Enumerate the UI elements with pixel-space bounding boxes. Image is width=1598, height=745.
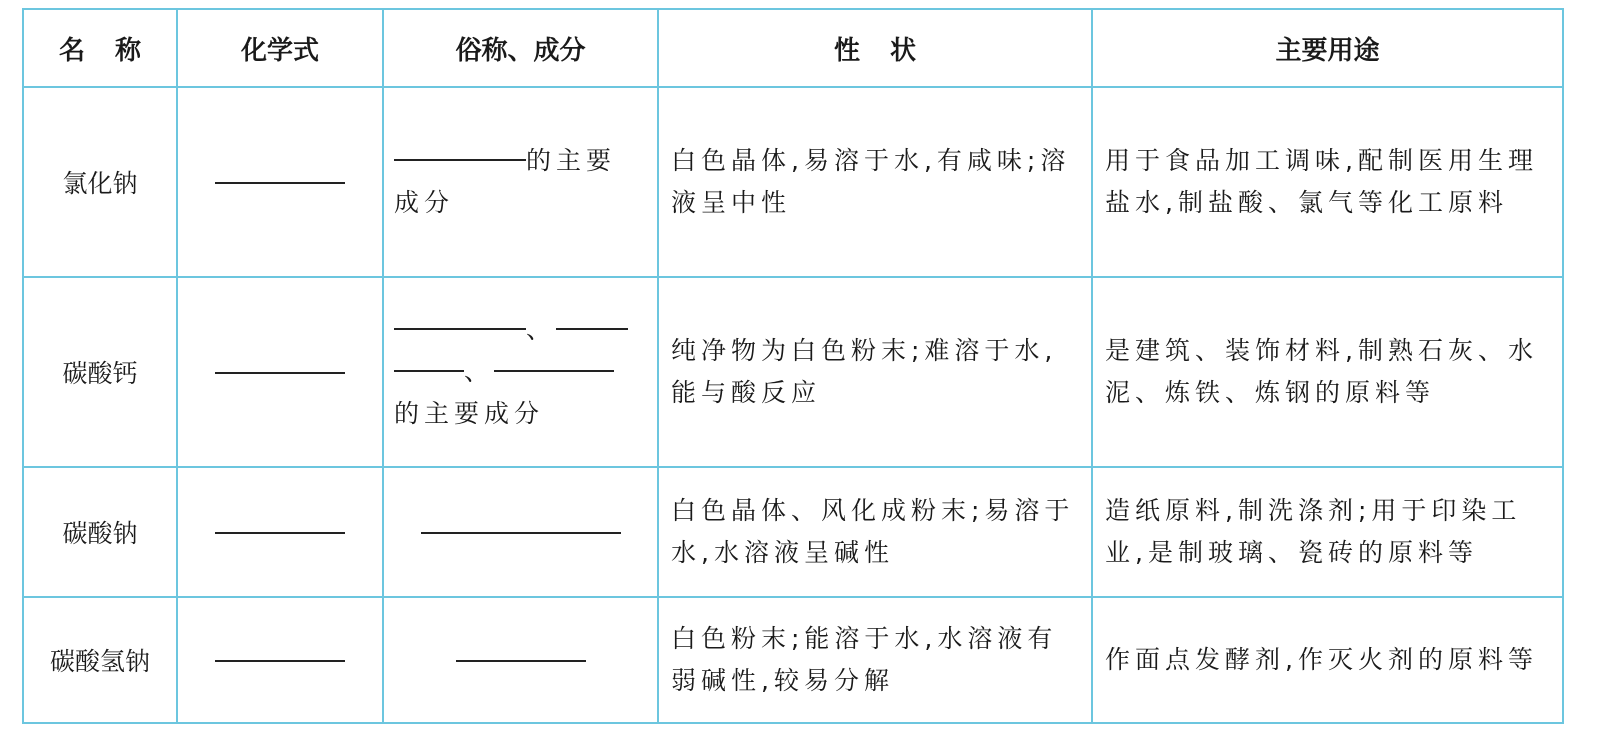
common-name-blank[interactable]: [383, 597, 658, 723]
table-row: [23, 277, 1563, 467]
properties-cell: 白色晶体、风化成粉末;易溶于水,水溶液呈碱性: [658, 467, 1092, 597]
common-name-blank-3[interactable]: [494, 370, 614, 372]
salts-table: [22, 8, 1564, 724]
table-row: [23, 597, 1563, 723]
separator: 、: [464, 357, 495, 386]
common-name-blank[interactable]: [383, 467, 658, 597]
row-name: 碳酸钙: [23, 277, 177, 467]
header-row: [23, 9, 1563, 87]
row-name: 碳酸氢钠: [23, 597, 177, 723]
common-name-cell: [383, 87, 658, 277]
uses-cell: 造纸原料,制洗涤剂;用于印染工业,是制玻璃、瓷砖的原料等: [1092, 467, 1563, 597]
chemistry-salts-table-container: [22, 8, 1562, 720]
uses-cell: 是建筑、装饰材料,制熟石灰、水泥、炼铁、炼钢的原料等: [1092, 277, 1563, 467]
common-name-blank-2b[interactable]: [394, 370, 464, 372]
formula-blank[interactable]: [177, 597, 383, 723]
common-name-cell: [383, 277, 658, 467]
formula-blank[interactable]: [177, 277, 383, 467]
table-row: [23, 467, 1563, 597]
table-row: [23, 87, 1563, 277]
header-common-name: 俗称、成分: [383, 9, 658, 87]
header-properties: 性状: [658, 9, 1092, 87]
header-formula: 化学式: [177, 9, 383, 87]
properties-cell: 纯净物为白色粉末;难溶于水,能与酸反应: [658, 277, 1092, 467]
common-name-suffix: 的主要: [526, 146, 617, 175]
common-name-tail: 的主要成分: [394, 399, 545, 428]
header-name: 名称: [23, 9, 177, 87]
common-name-blank[interactable]: [394, 159, 526, 161]
row-name: 碳酸钠: [23, 467, 177, 597]
formula-blank[interactable]: [177, 87, 383, 277]
common-name-tail: 成分: [394, 188, 455, 217]
common-name-blank-2a[interactable]: [556, 328, 628, 330]
separator: 、: [526, 315, 557, 344]
properties-cell: 白色晶体,易溶于水,有咸味;溶液呈中性: [658, 87, 1092, 277]
uses-cell: 作面点发酵剂,作灭火剂的原料等: [1092, 597, 1563, 723]
common-name-blank-1[interactable]: [394, 328, 526, 330]
formula-blank[interactable]: [177, 467, 383, 597]
properties-cell: 白色粉末;能溶于水,水溶液有弱碱性,较易分解: [658, 597, 1092, 723]
uses-cell: 用于食品加工调味,配制医用生理盐水,制盐酸、氯气等化工原料: [1092, 87, 1563, 277]
row-name: 氯化钠: [23, 87, 177, 277]
header-uses: 主要用途: [1092, 9, 1563, 87]
